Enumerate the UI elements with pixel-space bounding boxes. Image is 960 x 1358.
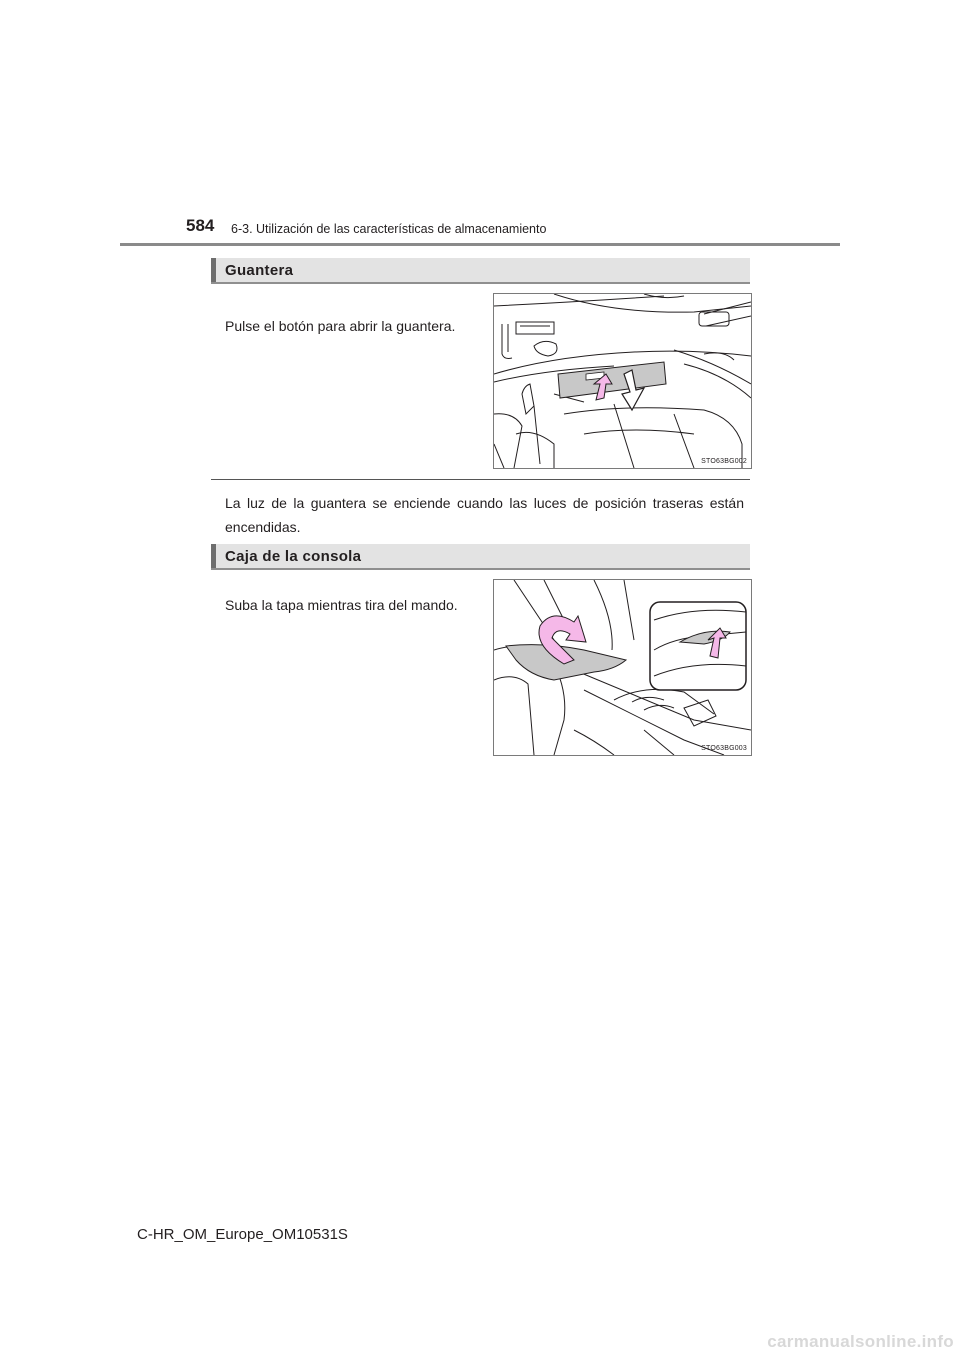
console-box-illustration — [493, 579, 752, 756]
glovebox-heading-label: Guantera — [225, 262, 294, 279]
console-box-heading-label: Caja de la consola — [225, 548, 362, 565]
console-box-instruction: Suba la tapa mientras tira del mando. — [225, 597, 458, 613]
section-divider — [211, 479, 750, 480]
section-title: 6-3. Utilización de las características de almacenamiento — [231, 222, 547, 236]
heading-accent — [211, 258, 216, 282]
glovebox-illustration — [493, 293, 752, 469]
heading-accent — [211, 544, 216, 568]
glovebox-drawing — [494, 294, 751, 468]
glovebox-image-code: STO63BG002 — [701, 458, 747, 465]
glovebox-instruction: Pulse el botón para abrir la guantera. — [225, 318, 456, 334]
site-watermark: carmanualsonline.info — [767, 1332, 954, 1351]
console-box-heading — [211, 544, 750, 570]
footer-document-id: C-HR_OM_Europe_OM10531S — [137, 1226, 348, 1243]
header-rule — [120, 243, 840, 246]
page-number: 584 — [186, 216, 215, 235]
glovebox-light-note: La luz de la guantera se enciende cuando las luces de posición traseras están encendidas. — [225, 495, 744, 535]
glovebox-heading — [211, 258, 750, 284]
console-box-image-code: STO63BG003 — [701, 745, 747, 752]
console-box-drawing — [494, 580, 751, 755]
